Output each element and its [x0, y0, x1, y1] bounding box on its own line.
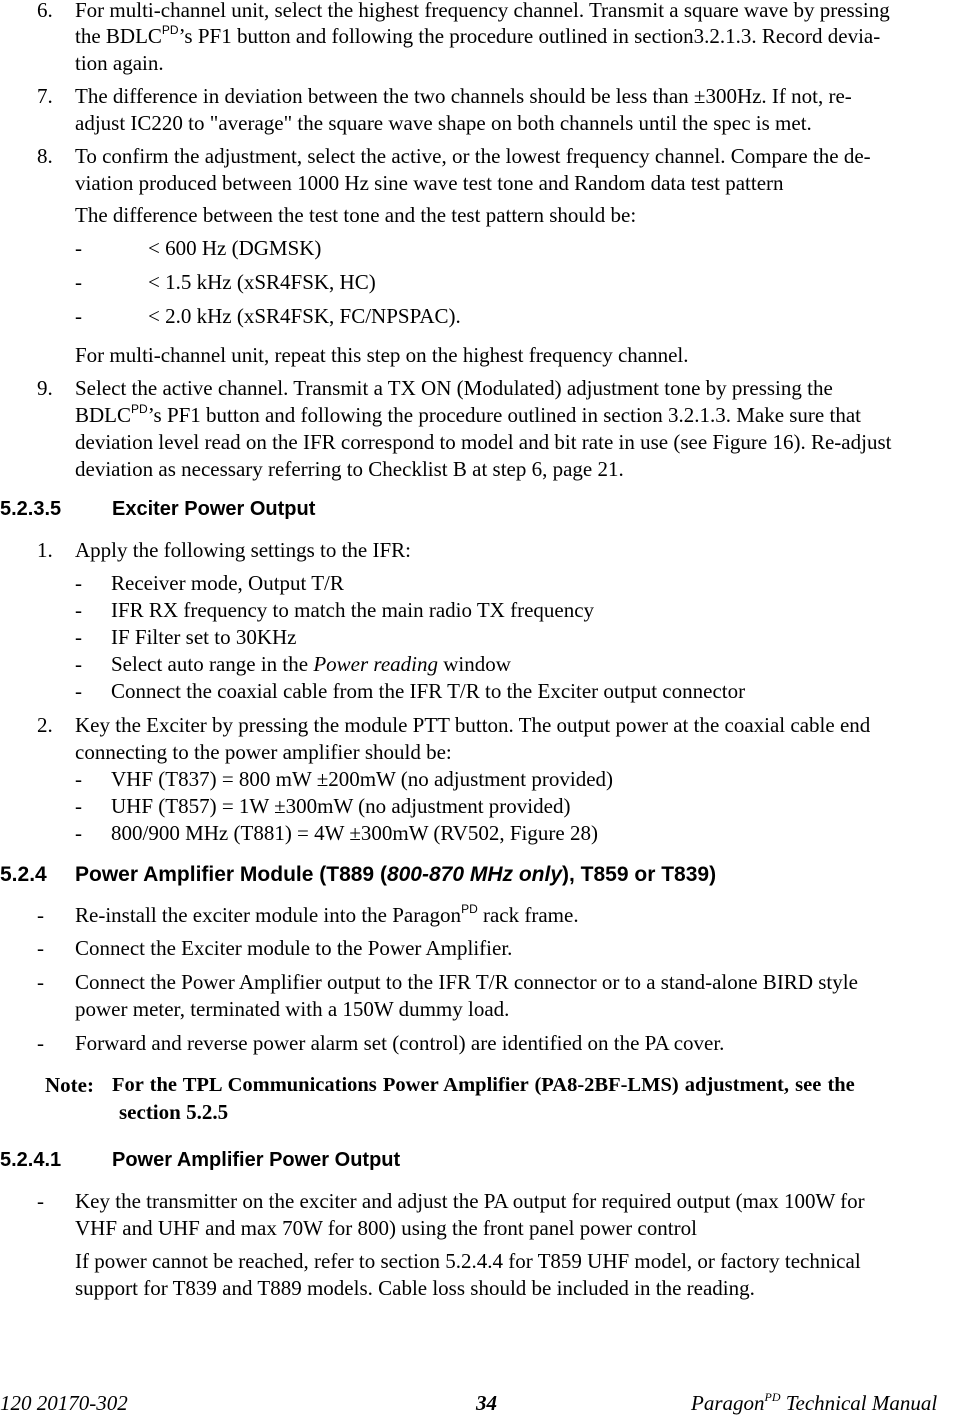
- section-title: Power Amplifier Power Output: [112, 1149, 401, 1171]
- step-8-bullet: < 2.0 kHz (xSR4FSK, FC/NPSPAC).: [148, 304, 461, 328]
- pa-bullet-dash: -: [37, 936, 44, 960]
- ifr-setting-dash: -: [75, 679, 82, 703]
- footer-manual-title: Paragon$^{PD}$ Technical Manual: [691, 1390, 938, 1415]
- note-label: Note:: [45, 1073, 94, 1097]
- step-8-bullet-dash: -: [75, 304, 82, 328]
- step-9-line-2: $BDLC^{PD}’s$ PF1 button and following the procedure outlined in section 3.2.1.3. Make sure that: [75, 402, 861, 427]
- step-8-intro: The difference between the test tone and the test pattern should be:: [75, 203, 637, 227]
- power-spec-dash: -: [75, 821, 82, 845]
- step-8-line-2: viation produced between 1000 Hz sine wave test tone and Random data test pattern: [75, 171, 784, 195]
- pa-bullet: Connect the Power Amplifier output to the IFR T/R connector or to a stand-alone BIRD style: [75, 970, 858, 994]
- section-number: 5.2.3.5: [0, 498, 62, 520]
- step-7-line-2: adjust IC220 to "average" the square wave shape on both channels until the spec is met.: [75, 111, 812, 135]
- exciter-step-2-line-2: connecting to the power amplifier should be:: [75, 740, 452, 764]
- exciter-step-1-number: 1.: [37, 538, 53, 562]
- ifr-setting-dash: -: [75, 571, 82, 595]
- pa-output-line-4: support for T839 and T889 models. Cable loss should be included in the reading.: [75, 1276, 755, 1300]
- step-7-number: 7.: [37, 84, 53, 108]
- exciter-step-2-line-1: Key the Exciter by pressing the module PTT button. The output power at the coaxial cable end: [75, 713, 871, 737]
- power-spec: VHF (T837) = 800 mW ±200mW (no adjustment provided): [111, 767, 614, 791]
- step-8-number: 8.: [37, 144, 53, 168]
- ifr-setting-dash: -: [75, 598, 82, 622]
- step-8-bullet: < 600 Hz (DGMSK): [148, 236, 322, 260]
- note-line-2: section 5.2.5: [119, 1100, 229, 1124]
- exciter-step-2-number: 2.: [37, 713, 53, 737]
- ifr-setting: IFR RX frequency to match the main radio TX frequency: [111, 598, 595, 622]
- step-8-bullet-dash: -: [75, 270, 82, 294]
- section-number: 5.2.4.1: [0, 1149, 62, 1171]
- ifr-setting-dash: -: [75, 652, 82, 676]
- step-6-line-2: the $BDLC^{PD}’s$ PF1 button and following the procedure outlined in section3.2.1.3. Record devia-: [75, 23, 881, 48]
- step-6-number: 6.: [37, 0, 53, 22]
- section-title: Power Amplifier Module (T889 (800-870 MHz only), T859 or T839): [75, 863, 717, 886]
- ifr-setting-coax: Connect the coaxial cable from the IFR T/R to the Exciter output connector: [111, 679, 746, 703]
- step-8-bullet: < 1.5 kHz (xSR4FSK, HC): [148, 270, 376, 294]
- ifr-setting: Receiver mode, Output T/R: [111, 571, 344, 595]
- note-line-1: For the TPL Communications Power Amplifier (PA8-2BF-LMS) adjustment, see the: [112, 1074, 855, 1096]
- footer-page-number: 34: [476, 1391, 497, 1415]
- step-9-line-4: deviation as necessary referring to Checklist B at step 6, page 21.: [75, 457, 624, 481]
- step-7-line-1: The difference in deviation between the two channels should be less than ±300Hz. If not, re-: [75, 84, 852, 108]
- pa-output-dash: -: [37, 1189, 44, 1213]
- power-spec-dash: -: [75, 767, 82, 791]
- step-8-line-1: To confirm the adjustment, select the active, or the lowest frequency channel. Compare the de-: [75, 144, 871, 168]
- power-spec: UHF (T857) = 1W ±300mW (no adjustment provided): [111, 794, 571, 818]
- pa-bullet: Forward and reverse power alarm set (control) are identified on the PA cover.: [75, 1031, 725, 1055]
- step-8-bullet-dash: -: [75, 236, 82, 260]
- exciter-step-1: Apply the following settings to the IFR:: [75, 538, 411, 562]
- pa-bullet-continued: power meter, terminated with a 150W dummy load.: [75, 997, 510, 1021]
- step-9-line-3: deviation level read on the IFR correspond to model and bit rate in use (see Figure 16). Re-adjust: [75, 430, 892, 454]
- step-8-repeat: For multi-channel unit, repeat this step on the highest frequency channel.: [75, 343, 689, 367]
- step-6-line-1: For multi-channel unit, select the highest frequency channel. Transmit a square wave by pressing: [75, 0, 890, 22]
- pa-output-line-2: VHF and UHF and max 70W for 800) using the front panel power control: [75, 1216, 697, 1240]
- section-number: 5.2.4: [0, 863, 47, 886]
- pa-bullet-dash: -: [37, 970, 44, 994]
- ifr-setting-dash: -: [75, 625, 82, 649]
- pa-output-line-1: Key the transmitter on the exciter and adjust the PA output for required output (max 100W for: [75, 1189, 865, 1213]
- ifr-setting-auto-range: Select auto range in the Power reading window: [111, 652, 511, 676]
- pa-bullet: Connect the Exciter module to the Power Amplifier.: [75, 936, 513, 960]
- power-spec-dash: -: [75, 794, 82, 818]
- ifr-setting: IF Filter set to 30KHz: [111, 625, 297, 649]
- pa-output-line-3: If power cannot be reached, refer to section 5.2.4.4 for T859 UHF model, or factory technical: [75, 1249, 861, 1273]
- pa-bullet: Re-install the exciter module into the Paragon$^{PD}$ rack frame.: [75, 902, 579, 927]
- step-9-number: 9.: [37, 376, 53, 400]
- step-9-line-1: Select the active channel. Transmit a TX ON (Modulated) adjustment tone by pressing the: [75, 376, 833, 400]
- power-spec: 800/900 MHz (T881) = 4W ±300mW (RV502, Figure 28): [111, 821, 598, 845]
- section-title: Exciter Power Output: [112, 498, 316, 520]
- pa-bullet-dash: -: [37, 903, 44, 927]
- step-6-line-3: tion again.: [75, 51, 164, 75]
- pa-bullet-dash: -: [37, 1031, 44, 1055]
- footer-doc-number: 120 20170-302: [0, 1391, 128, 1415]
